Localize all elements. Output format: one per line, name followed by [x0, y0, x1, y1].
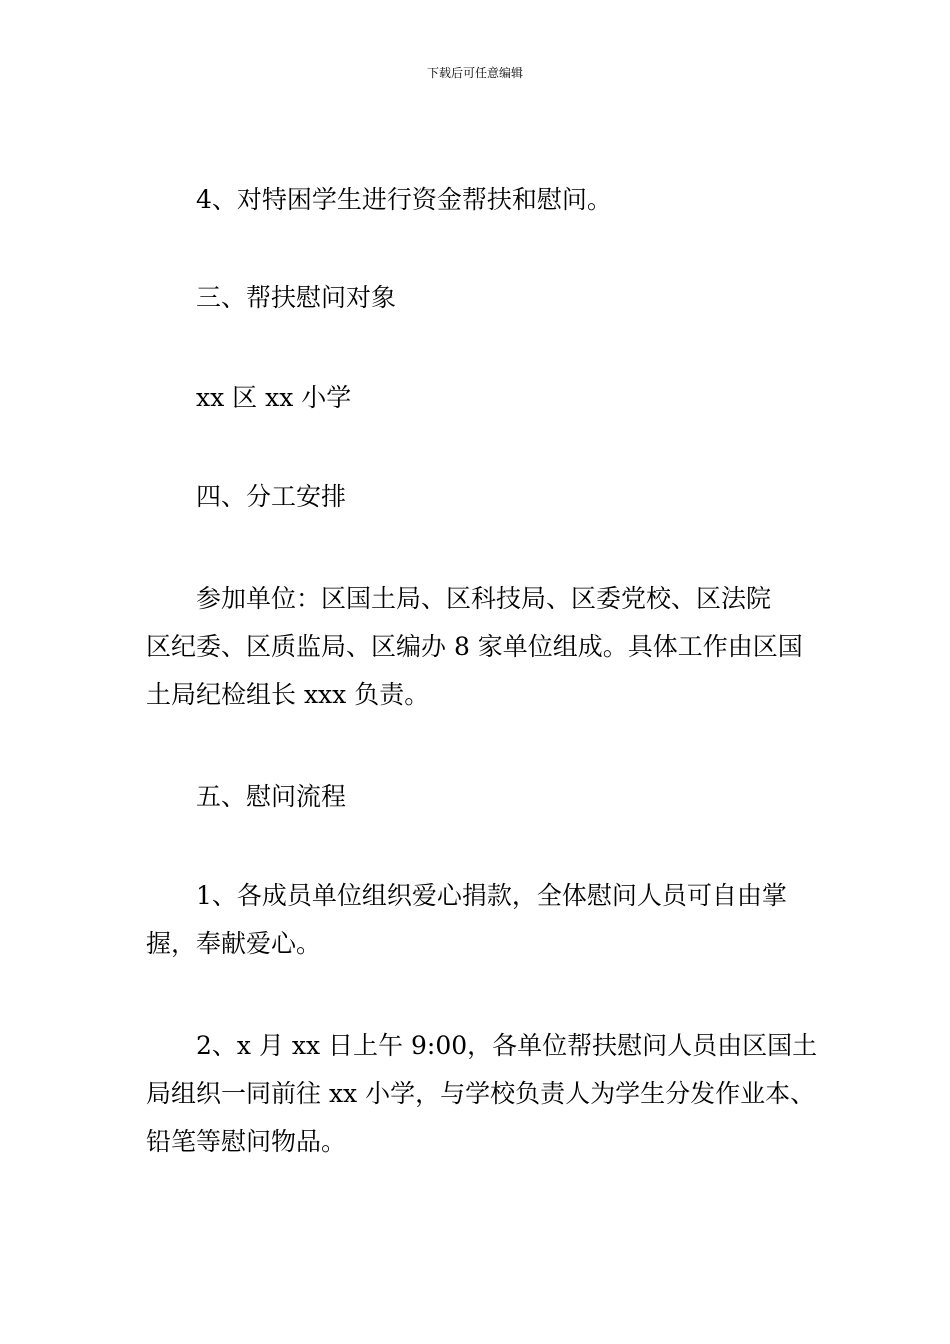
paragraph-line: 参加单位：区国土局、区科技局、区委党校、区法院	[196, 584, 772, 613]
paragraph-line: 2、x 月 xx 日上午 9:00，各单位帮扶慰问人员由区国土	[196, 1031, 818, 1060]
paragraph-line: 区纪委、区质监局、区编办 8 家单位组成。具体工作由区国	[146, 632, 803, 661]
paragraph-step-1	[146, 872, 836, 968]
paragraph-step-2	[146, 1022, 836, 1166]
paragraph-participants	[146, 575, 836, 719]
page-header: 下载后可任意编辑	[426, 66, 523, 80]
paragraph-line: 局组织一同前往 xx 小学，与学校负责人为学生分发作业本、	[146, 1079, 816, 1108]
paragraph-line: 4、对特困学生进行资金帮扶和慰问。	[196, 185, 612, 214]
section-heading-process	[146, 773, 836, 821]
section-heading-targets	[146, 274, 836, 322]
paragraph-line: 握，奉献爱心。	[146, 929, 322, 958]
paragraph-line: 铅笔等慰问物品。	[146, 1127, 347, 1156]
paragraph-line: 土局纪检组长 xxx 负责。	[146, 680, 430, 709]
paragraph-line: 1、各成员单位组织爱心捐款，全体慰问人员可自由掌	[196, 881, 787, 910]
heading-line: 五、慰问流程	[196, 782, 347, 811]
heading-line: 三、帮扶慰问对象	[196, 283, 397, 312]
heading-line: 四、分工安排	[196, 482, 347, 511]
paragraph-target-school	[146, 374, 836, 422]
paragraph-item-4	[146, 176, 836, 224]
paragraph-line: xx 区 xx 小学	[196, 383, 352, 412]
section-heading-division	[146, 473, 836, 521]
